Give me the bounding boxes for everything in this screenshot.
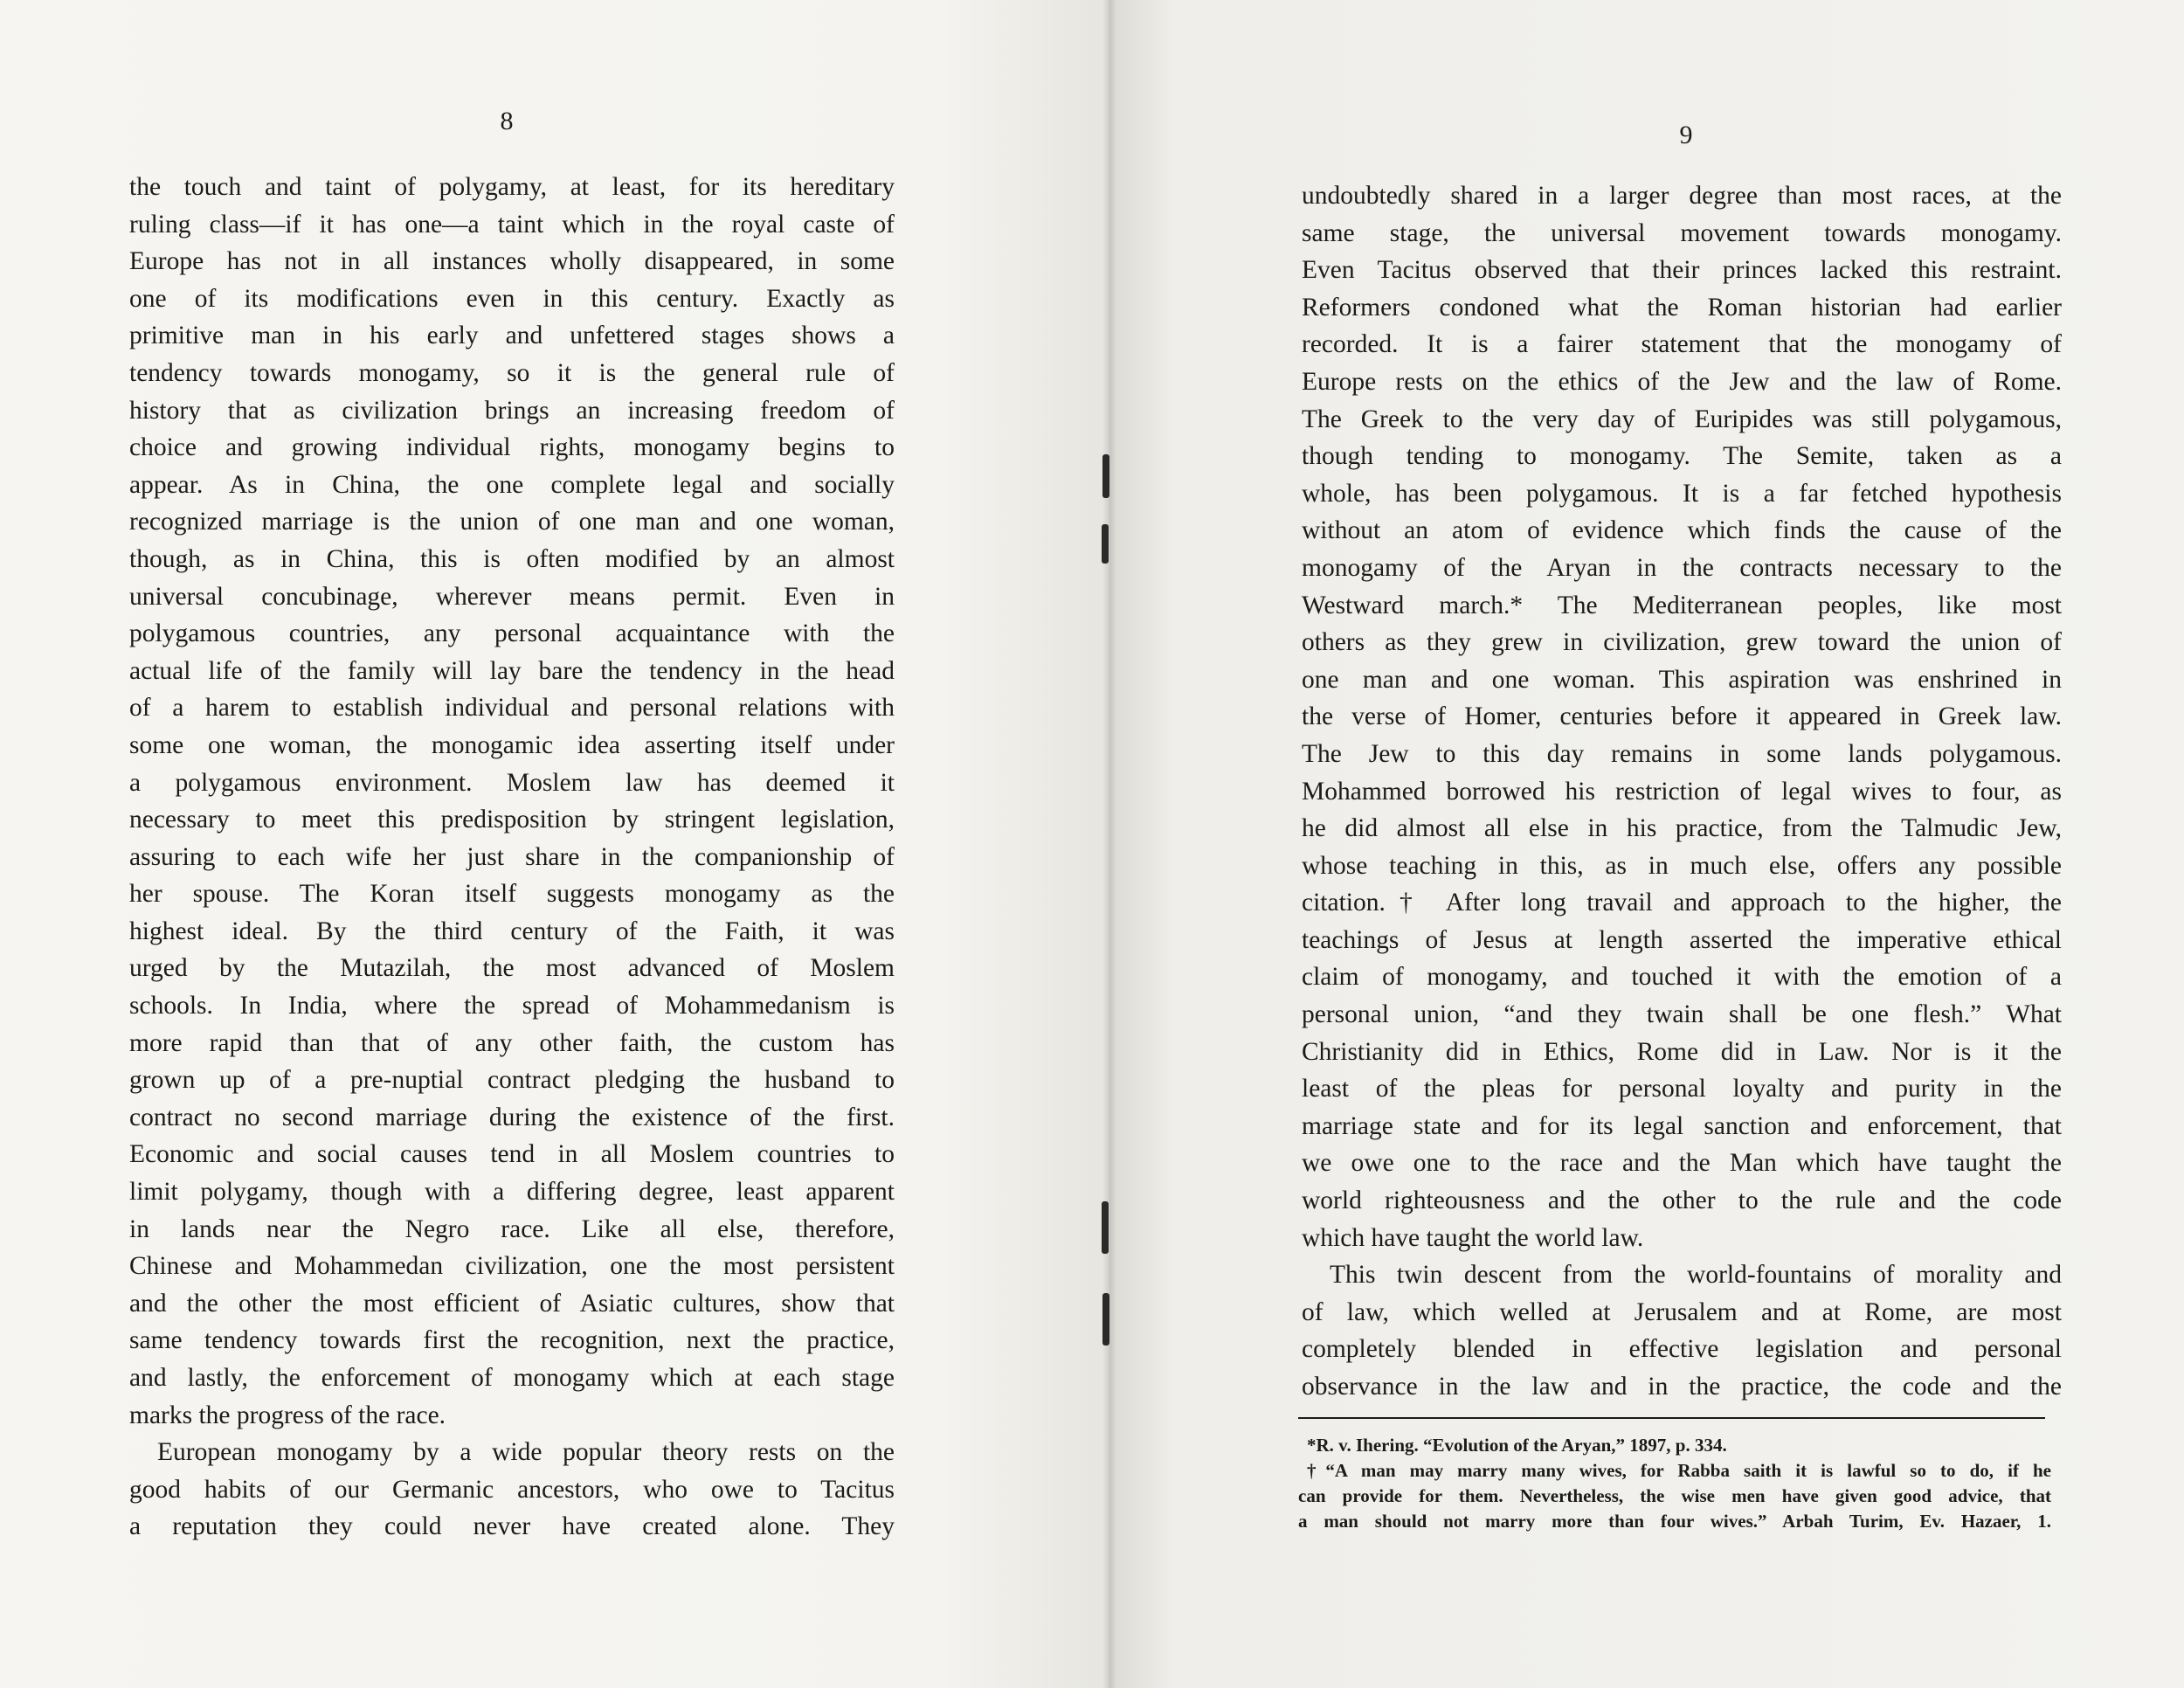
text-line: teachings of Jesus at length asserted the imperative ethical xyxy=(1302,925,2062,954)
text-line: history that as civilization brings an increasing freedom of xyxy=(129,396,895,425)
text-line: monogamy of the Aryan in the contracts necessary to the xyxy=(1302,553,2062,582)
text-line: though tending to monogamy. The Semite, taken as a xyxy=(1302,442,2062,471)
text-line: and lastly, the enforcement of monogamy which at each stage xyxy=(129,1364,895,1392)
text-line: urged by the Mutazilah, the most advanced of Moslem xyxy=(129,954,895,983)
text-line: actual life of the family will lay bare the tendency in the head xyxy=(129,656,895,685)
text-line: Europe has not in all instances wholly disappeared, in some xyxy=(129,247,895,276)
text-line: primitive man in his early and unfettered stages shows a xyxy=(129,322,895,350)
text-line: her spouse. The Koran itself suggests monogamy as the xyxy=(129,880,895,909)
text-line: Economic and social causes tend in all Moslem countries to xyxy=(129,1140,895,1169)
text-line: universal concubinage, wherever means permit. Even in xyxy=(129,582,895,611)
text-line: contract no second marriage during the existence of the first. xyxy=(129,1103,895,1131)
text-line: European monogamy by a wide popular theory rests on the xyxy=(157,1438,895,1467)
text-line: necessary to meet this predisposition by stringent legislation, xyxy=(129,806,895,834)
left-page-body xyxy=(129,169,895,1546)
text-line: same stage, the universal movement towards monogamy. xyxy=(1302,218,2062,247)
text-line: marriage state and for its legal sanction and enforcement, that xyxy=(1302,1111,2062,1140)
text-line: The Greek to the very day of Euripides was still polygamous, xyxy=(1302,405,2062,433)
text-line: claim of monogamy, and touched it with the emotion of a xyxy=(1302,963,2062,992)
text-line: one man and one woman. This aspiration was enshrined in xyxy=(1302,665,2062,694)
text-line: good habits of our Germanic ancestors, who owe to Tacitus xyxy=(129,1475,895,1504)
text-line: Even Tacitus observed that their princes lacked this restraint. xyxy=(1302,256,2062,285)
text-line: whose teaching in this, as in much else, offers any possible xyxy=(1302,851,2062,880)
footnote-divider xyxy=(1298,1417,2045,1419)
text-line: he did almost all else in his practice, from the Talmudic Jew, xyxy=(1302,814,2062,843)
text-line: we owe one to the race and the Man which have taught the xyxy=(1302,1149,2062,1178)
text-line: undoubtedly shared in a larger degree than most races, at the xyxy=(1302,182,2062,210)
text-line: same tendency towards first the recognition, next the practice, xyxy=(129,1326,895,1355)
gutter-fold xyxy=(1102,0,1116,1688)
text-line: assuring to each wife her just share in the companionship of xyxy=(129,842,895,871)
text-line: recognized marriage is the union of one man and one woman, xyxy=(129,508,895,536)
text-line: limit polygamy, though with a differing degree, least apparent xyxy=(129,1178,895,1207)
text-line: one of its modifications even in this century. Exactly as xyxy=(129,284,895,313)
binding-stitch xyxy=(1102,1201,1109,1254)
left-page-number: 8 xyxy=(500,107,514,135)
text-line: more rapid than that of any other faith, the custom has xyxy=(129,1028,895,1057)
text-line: which have taught the world law. xyxy=(1302,1223,1644,1252)
text-line: and the other the most efficient of Asiatic cultures, show that xyxy=(129,1289,895,1318)
right-page-body xyxy=(1302,177,2062,1406)
text-line: without an atom of evidence which finds the cause of the xyxy=(1302,516,2062,545)
text-line: appear. As in China, the one complete legal and socially xyxy=(129,470,895,499)
text-line: a polygamous environment. Moslem law has deemed it xyxy=(129,768,895,797)
text-line: observance in the law and in the practice, the code and the xyxy=(1302,1373,2062,1401)
text-line: schools. In India, where the spread of Mohammedanism is xyxy=(129,992,895,1020)
text-line: This twin descent from the world-fountains of morality and xyxy=(1330,1261,2062,1290)
text-line: completely blended in effective legislation and personal xyxy=(1302,1335,2062,1364)
footnote: *R. v. Ihering. “Evolution of the Aryan,” 1897, p. 334. xyxy=(1307,1435,1727,1456)
text-line: The Jew to this day remains in some lands polygamous. xyxy=(1302,739,2062,768)
text-line: citation.† After long travail and approach to the higher, the xyxy=(1302,889,2062,917)
text-line: others as they grew in civilization, grew toward the union of xyxy=(1302,628,2062,657)
text-line: in lands near the Negro race. Like all else, therefore, xyxy=(129,1214,895,1243)
text-line: of a harem to establish individual and personal relations with xyxy=(129,694,895,723)
text-line: marks the progress of the race. xyxy=(129,1401,446,1429)
text-line: recorded. It is a fairer statement that the monogamy of xyxy=(1302,330,2062,359)
text-line: ruling class—if it has one—a taint which in the royal caste of xyxy=(129,210,895,239)
text-line: personal union, “and they twain shall be one flesh.” What xyxy=(1302,1000,2062,1029)
text-line: Westward march.* The Mediterranean peoples, like most xyxy=(1302,591,2062,619)
text-line: choice and growing individual rights, monogamy begins to xyxy=(129,433,895,462)
text-line: Reformers condoned what the Roman historian had earlier xyxy=(1302,293,2062,322)
footnote: †“A man may marry many wives, for Rabba saith it is lawful so to do, if he xyxy=(1307,1460,2051,1481)
text-line: grown up of a pre-nuptial contract pledging the husband to xyxy=(129,1066,895,1095)
text-line: polygamous countries, any personal acquaintance with the xyxy=(129,619,895,648)
binding-stitch xyxy=(1102,524,1109,564)
text-line: Mohammed borrowed his restriction of legal wives to four, as xyxy=(1302,777,2062,806)
text-line: Christianity did in Ethics, Rome did in Law. Nor is it the xyxy=(1302,1037,2062,1066)
text-line: some one woman, the monogamic idea asserting itself under xyxy=(129,730,895,759)
text-line: least of the pleas for personal loyalty and purity in the xyxy=(1302,1075,2062,1103)
footnote: can provide for them. Nevertheless, the wise men have given good advice, that xyxy=(1298,1485,2051,1506)
footnotes xyxy=(1298,1433,2051,1534)
text-line: world righteousness and the other to the rule and the code xyxy=(1302,1186,2062,1215)
right-page-number: 9 xyxy=(1679,121,1693,149)
text-line: highest ideal. By the third century of the Faith, it was xyxy=(129,917,895,945)
footnote: a man should not marry more than four wives.” Arbah Turim, Ev. Hazaer, 1. xyxy=(1298,1511,2051,1532)
text-line: Europe rests on the ethics of the Jew and the law of Rome. xyxy=(1302,367,2062,396)
binding-stitch xyxy=(1102,1293,1109,1346)
text-line: whole, has been polygamous. It is a far fetched hypothesis xyxy=(1302,479,2062,508)
text-line: though, as in China, this is often modified by an almost xyxy=(129,544,895,573)
text-line: a reputation they could never have created alone. They xyxy=(129,1512,895,1541)
text-line: the verse of Homer, centuries before it appeared in Greek law. xyxy=(1302,702,2062,731)
text-line: of law, which welled at Jerusalem and at Rome, are most xyxy=(1302,1297,2062,1326)
text-line: tendency towards monogamy, so it is the general rule of xyxy=(129,358,895,387)
binding-stitch xyxy=(1102,454,1109,498)
text-line: Chinese and Mohammedan civilization, one the most persistent xyxy=(129,1252,895,1281)
text-line: the touch and taint of polygamy, at least, for its hereditary xyxy=(129,173,895,201)
